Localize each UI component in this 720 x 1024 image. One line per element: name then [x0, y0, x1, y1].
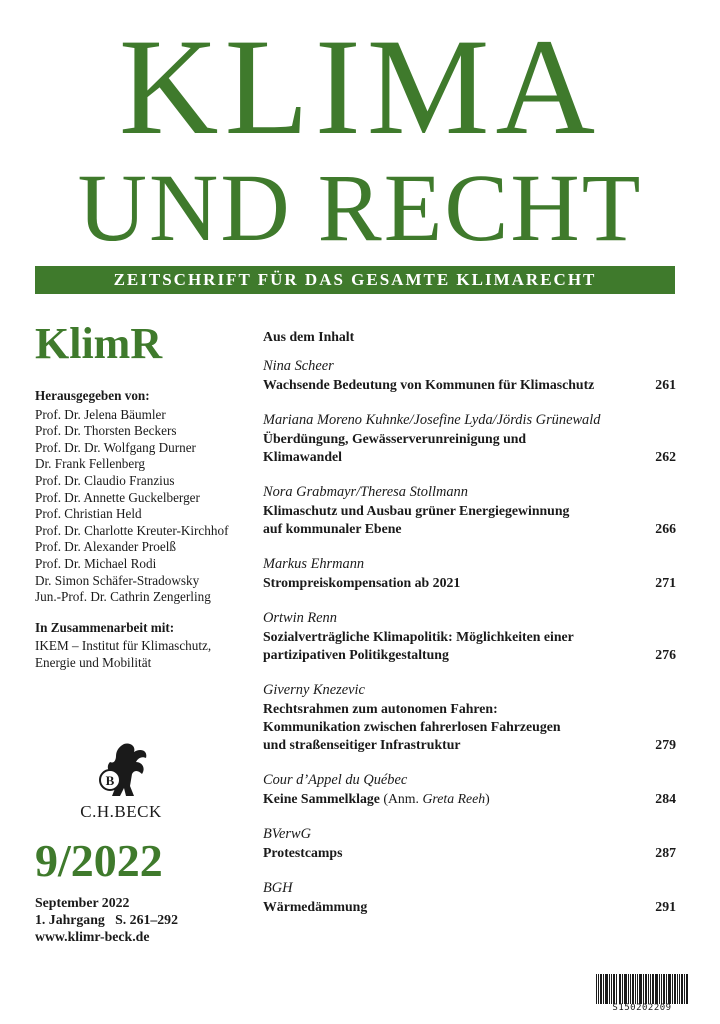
entry-page: 279: [655, 737, 676, 752]
griffin-icon: [86, 740, 156, 800]
entry-title: Rechtsrahmen zum autonomen Fahren: Kommunikation zwischen fahrerlosen Fahrzeugen und straßenseitiger Infrastruktur: [263, 701, 561, 752]
entry-title: Klimaschutz und Ausbau grüner Energiegewinnung auf kommunaler Ebene: [263, 503, 570, 536]
subtitle-banner: ZEITSCHRIFT FÜR DAS GESAMTE KLIMARECHT: [35, 266, 675, 294]
left-column: [35, 388, 250, 672]
contents-entry[interactable]: [263, 555, 676, 592]
griffin-shield-letter: B: [105, 773, 115, 788]
entry-author: Ortwin Renn: [263, 610, 337, 626]
entry-author: Nina Scheer: [263, 358, 334, 374]
issue-url[interactable]: www.klimr-beck.de: [35, 929, 150, 944]
entry-author: Nora Grabmayr/Theresa Stollmann: [263, 484, 468, 500]
issue-info: [35, 894, 250, 945]
entry-title: Protestcamps: [263, 845, 343, 860]
entry-author: Markus Ehrmann: [263, 556, 365, 572]
entry-row: [263, 574, 676, 592]
entry-row: [263, 700, 676, 754]
contents-entry[interactable]: [263, 825, 676, 862]
editor-name: Prof. Dr. Alexander Proelß: [35, 539, 177, 555]
contents-column: [263, 328, 676, 933]
publisher-logo: [66, 740, 176, 822]
editor-name: Prof. Dr. Charlotte Kreuter-Kirchhof: [35, 522, 229, 538]
entry-page: 287: [655, 845, 676, 860]
entry-page: 266: [655, 521, 676, 536]
editor-name: Prof. Dr. Annette Guckelberger: [35, 489, 200, 505]
entry-page: 284: [655, 791, 676, 806]
entry-page: 291: [655, 899, 676, 914]
contents-entry[interactable]: [263, 879, 676, 916]
entry-row: [263, 430, 676, 466]
contents-entry[interactable]: [263, 681, 676, 754]
contents-entry[interactable]: [263, 609, 676, 664]
cooperation-line: IKEM – Institut für Klimaschutz,: [35, 638, 212, 654]
entry-author: Giverny Knezevic: [263, 682, 365, 698]
entry-author: BVerwG: [263, 826, 311, 842]
entry-title: Sozialverträgliche Klimapolitik: Möglichkeiten einer partizipativen Politikgestaltung: [263, 629, 574, 662]
editor-name: Jun.-Prof. Dr. Cathrin Zengerling: [35, 589, 211, 605]
issue-number: 9/2022: [35, 835, 163, 886]
editor-name: Prof. Dr. Thorsten Beckers: [35, 423, 177, 439]
entry-row: [263, 502, 676, 538]
entry-title: Strompreiskompensation ab 2021: [263, 575, 461, 590]
publisher-name: C.H.BECK: [80, 802, 162, 821]
contents-entry[interactable]: [263, 357, 676, 394]
entry-author: Cour d’Appel du Québec: [263, 772, 408, 788]
issue-volume: 1. Jahrgang S. 261–292: [35, 912, 178, 927]
journal-title-sub: UND RECHT: [77, 154, 643, 261]
cooperation-heading: In Zusammenarbeit mit:: [35, 619, 175, 635]
entry-title: Wärmedämmung: [263, 899, 368, 914]
contents-entry[interactable]: [263, 411, 676, 466]
entry-row: [263, 628, 676, 664]
editors-list: [35, 407, 250, 606]
entry-title: Keine Sammelklage (Anm. Greta Reeh): [263, 791, 490, 806]
journal-logo: KlimR: [35, 319, 163, 368]
entry-title: Wachsende Bedeutung von Kommunen für Klimaschutz: [263, 377, 595, 392]
entry-author: Mariana Moreno Kuhnke/Josefine Lyda/Jördis Grünewald: [263, 412, 601, 428]
issue-date: September 2022: [35, 895, 130, 910]
editor-name: Dr. Frank Fellenberg: [35, 456, 146, 472]
entry-page: 271: [655, 575, 676, 590]
entry-page: 276: [655, 647, 676, 662]
entry-row: [263, 844, 676, 862]
editor-name: Dr. Simon Schäfer-Stradowsky: [35, 572, 200, 588]
barcode-number: S150202209: [612, 1003, 672, 1013]
editor-name: Prof. Dr. Claudio Franzius: [35, 472, 175, 488]
entry-author: BGH: [263, 880, 293, 896]
cooperation-block: [35, 620, 250, 672]
entry-note: (Anm. Greta Reeh): [383, 791, 490, 806]
editor-name: Prof. Dr. Dr. Wolfgang Durner: [35, 439, 196, 455]
entry-page: 262: [655, 449, 676, 464]
contents-heading: Aus dem Inhalt: [263, 329, 355, 344]
journal-title: KLIMA: [118, 10, 602, 163]
entry-title: Überdüngung, Gewässerverunreinigung und Klimawandel: [263, 431, 527, 464]
entry-row: [263, 790, 676, 808]
entry-row: [263, 898, 676, 916]
contents-entry[interactable]: [263, 771, 676, 808]
editor-name: Prof. Dr. Jelena Bäumler: [35, 406, 166, 422]
contents-entry[interactable]: [263, 483, 676, 538]
barcode-icon: [596, 974, 688, 1004]
entry-page: 261: [655, 377, 676, 392]
editor-name: Prof. Christian Held: [35, 506, 142, 522]
entry-row: [263, 376, 676, 394]
editor-name: Prof. Dr. Michael Rodi: [35, 555, 157, 571]
cooperation-line: Energie und Mobilität: [35, 654, 152, 670]
editors-heading: Herausgegeben von:: [35, 388, 150, 403]
